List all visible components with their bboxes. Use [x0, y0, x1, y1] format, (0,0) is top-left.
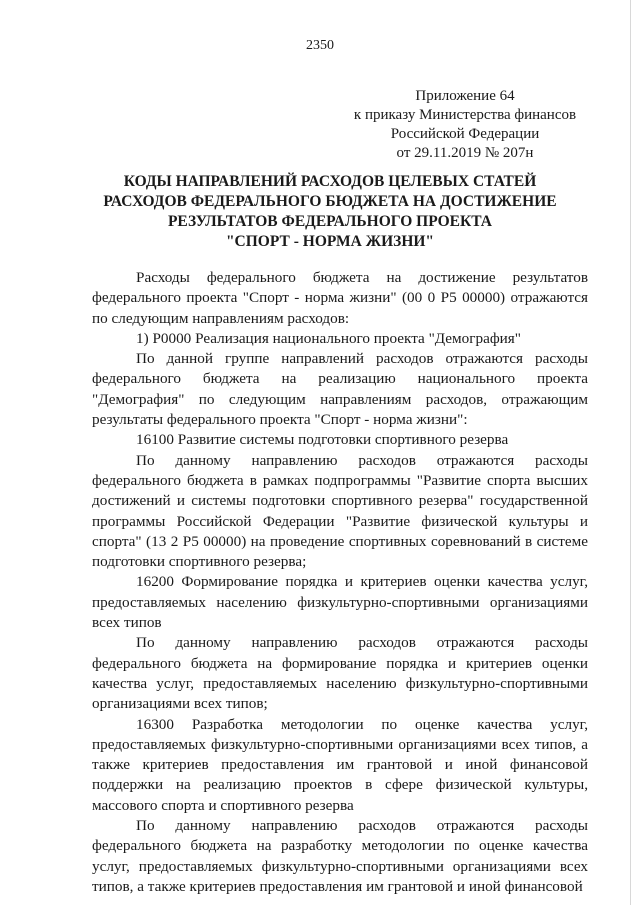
title-line: "СПОРТ - НОРМА ЖИЗНИ" — [225, 233, 435, 250]
appendix-block — [330, 87, 600, 163]
appendix-line: к приказу Министерства финансов — [353, 107, 577, 123]
title-line: РАСХОДОВ ФЕДЕРАЛЬНОГО БЮДЖЕТА НА ДОСТИЖЕНИЕ — [103, 193, 557, 210]
title-line: РЕЗУЛЬТАТОВ ФЕДЕРАЛЬНОГО ПРОЕКТА — [167, 213, 493, 230]
page-number: 2350 — [306, 38, 334, 53]
paragraph: По данному направлению расходов отражаются расходы федерального бюджета в рамках подпрограммы "Развитие спорта высших достижений и системы подготовки спортивного резерва" государственной программы Российской Федерации "Развитие физической культуры и спорта" (13 2 P5 00000) на проведение спортивных соревнований в системе подготовки спортивного резерва; — [92, 451, 588, 571]
appendix-line: Российской Федерации — [390, 126, 540, 142]
paragraph: По данной группе направлений расходов отражаются расходы федерального бюджета на реализацию национального проекта "Демография" по следующим направлениям расходов, отражающим результаты федерального проекта "Спорт - норма жизни": — [92, 350, 588, 429]
document-title — [90, 172, 570, 252]
paragraph: 16200 Формирование порядка и критериев оценки качества услуг, предоставляемых населению физкультурно-спортивными организациями всех типов — [92, 573, 588, 632]
paragraph: По данному направлению расходов отражаются расходы федерального бюджета на формирование порядка и критериев оценки качества услуг, предоставляемых населению физкультурно-спортивными организациями всех типов; — [92, 634, 588, 713]
appendix-line: от 29.11.2019 № 207н — [396, 145, 534, 161]
paragraph: По данному направлению расходов отражаются расходы федерального бюджета на разработку методологии по оценке качества услуг, предоставляемых физкультурно-спортивными организациями всех типов, а также критериев предоставления им грантовой и иной финансовой — [92, 817, 588, 895]
appendix-line: Приложение 64 — [415, 88, 515, 104]
document-body — [92, 268, 588, 897]
paragraph: Расходы федерального бюджета на достижение результатов федерального проекта "Спорт - норма жизни" (00 0 P5 00000) отражаются по следующим направлениям расходов: — [92, 269, 588, 327]
scan-edge — [630, 0, 631, 905]
paragraph: 16300 Разработка методологии по оценке качества услуг, предоставляемых физкультурно-спортивными организациями всех типов, а также критериев предоставления им грантовой и иной финансовой поддержки на реализацию проектов в сфере физической культуры, массового спорта и спортивного резерва — [92, 715, 588, 814]
title-line: КОДЫ НАПРАВЛЕНИЙ РАСХОДОВ ЦЕЛЕВЫХ СТАТЕЙ — [123, 173, 537, 190]
paragraph: 16100 Развитие системы подготовки спортивного резерва — [136, 431, 509, 449]
paragraph: 1) P0000 Реализация национального проекта "Демография" — [136, 329, 521, 347]
